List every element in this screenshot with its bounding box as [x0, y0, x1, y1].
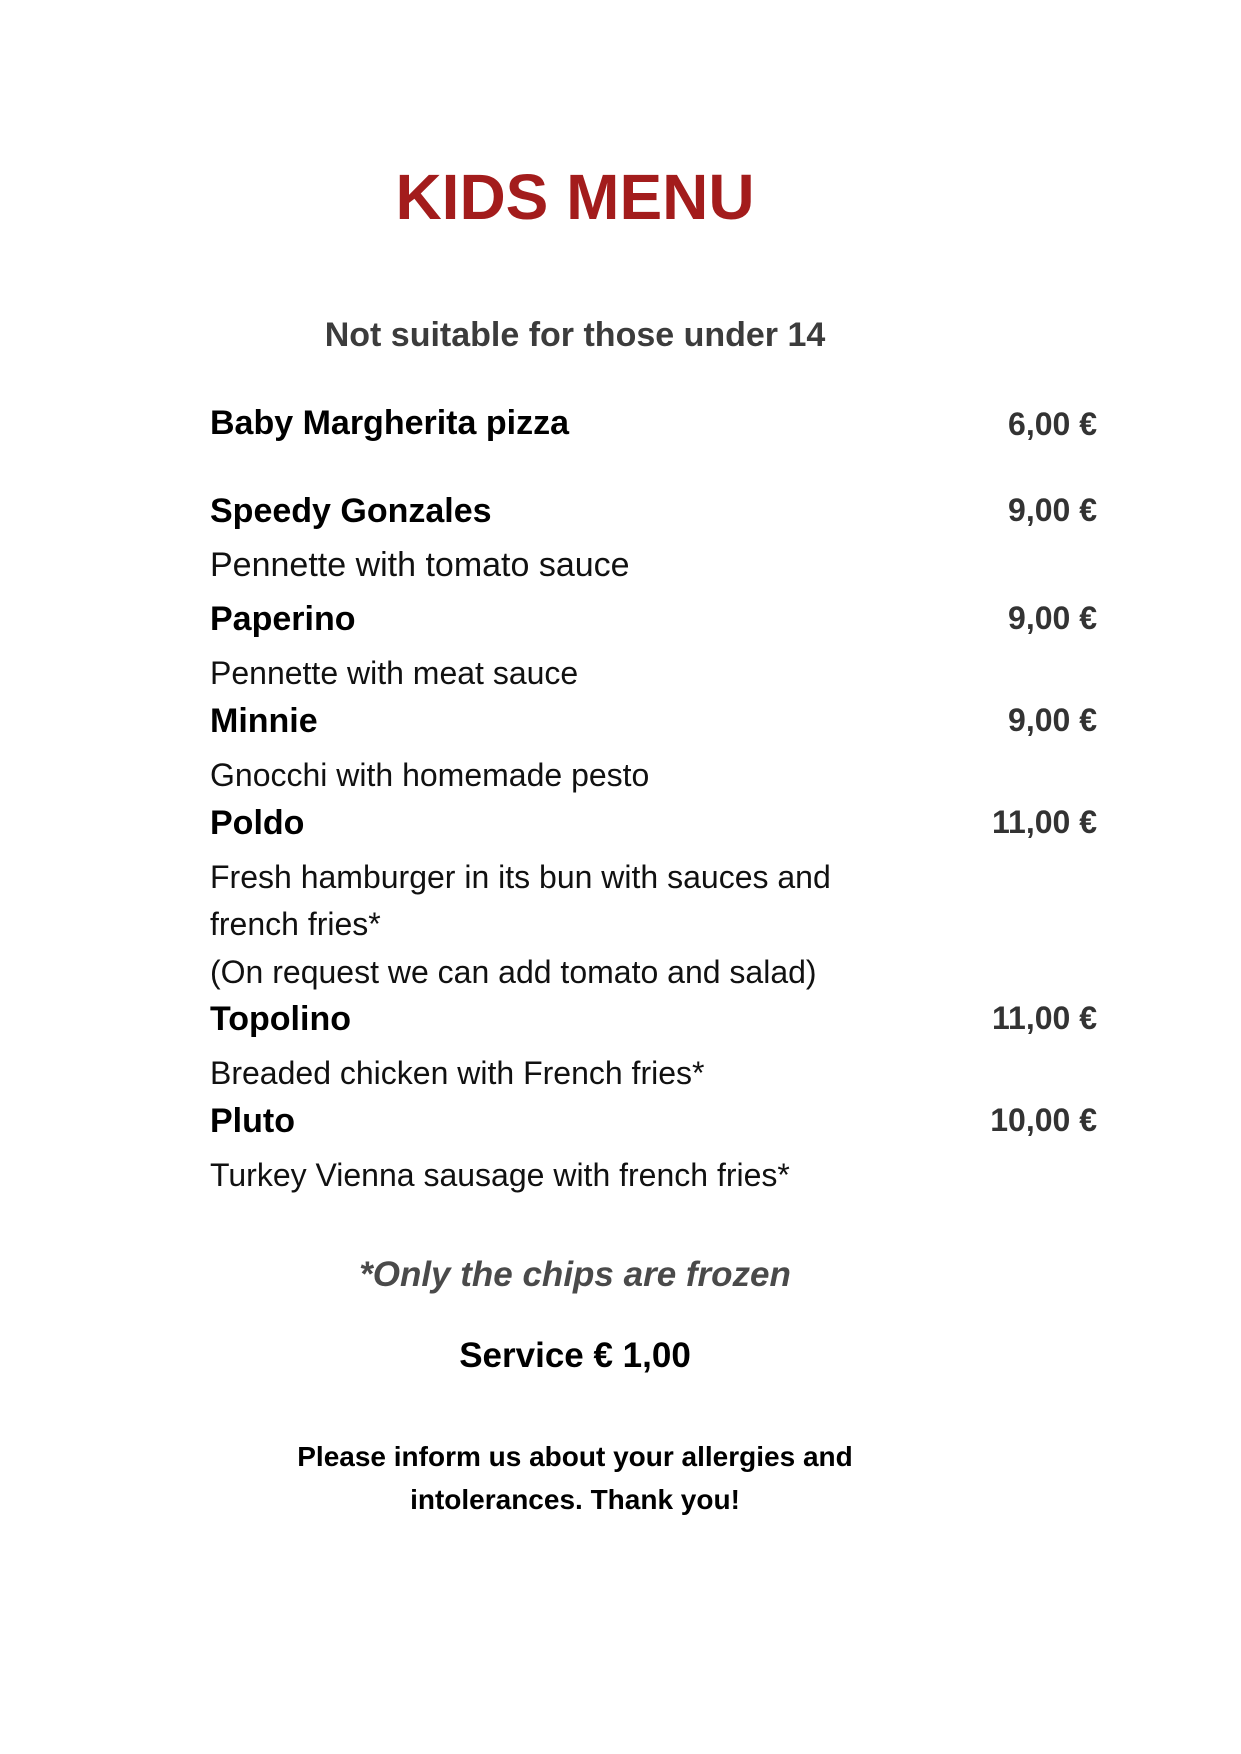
menu-item-description: Breaded chicken with French fries* [210, 1055, 705, 1091]
menu-item-description: french fries* [210, 906, 381, 942]
menu-subtitle: Not suitable for those under 14 [324, 316, 826, 354]
menu-item-price: 11,00 € [992, 804, 1097, 840]
service-charge: Service € 1,00 [459, 1336, 691, 1375]
menu-item-price: 9,00 € [1008, 600, 1097, 636]
menu-item-price: 9,00 € [1008, 702, 1097, 738]
allergy-notice-line: intolerances. Thank you! [410, 1484, 740, 1515]
menu-item-price: 9,00 € [1008, 492, 1097, 528]
menu-item-description: Gnocchi with homemade pesto [210, 757, 650, 793]
frozen-footnote: *Only the chips are frozen [359, 1255, 791, 1294]
menu-item-name: Baby Margherita pizza [210, 404, 569, 442]
menu-item-description: (On request we can add tomato and salad) [210, 954, 817, 990]
menu-item-name: Speedy Gonzales [210, 492, 492, 530]
menu-item-name: Topolino [210, 1000, 351, 1038]
menu-item-name: Pluto [210, 1102, 295, 1140]
menu-item-price: 6,00 € [1008, 406, 1097, 442]
menu-item-name: Poldo [210, 804, 305, 842]
allergy-notice-line: Please inform us about your allergies and [297, 1441, 853, 1472]
menu-item-name: Minnie [210, 702, 318, 740]
menu-item-price: 10,00 € [990, 1102, 1097, 1138]
menu-item-price: 11,00 € [992, 1000, 1097, 1036]
menu-item-description: Turkey Vienna sausage with french fries* [210, 1157, 790, 1193]
menu-item-description: Pennette with meat sauce [210, 655, 579, 691]
menu-item-description: Pennette with tomato sauce [210, 546, 630, 584]
menu-item-description: Fresh hamburger in its bun with sauces and [210, 859, 831, 895]
menu-title: KIDS MENU [395, 161, 755, 233]
menu-item-name: Paperino [210, 600, 356, 638]
